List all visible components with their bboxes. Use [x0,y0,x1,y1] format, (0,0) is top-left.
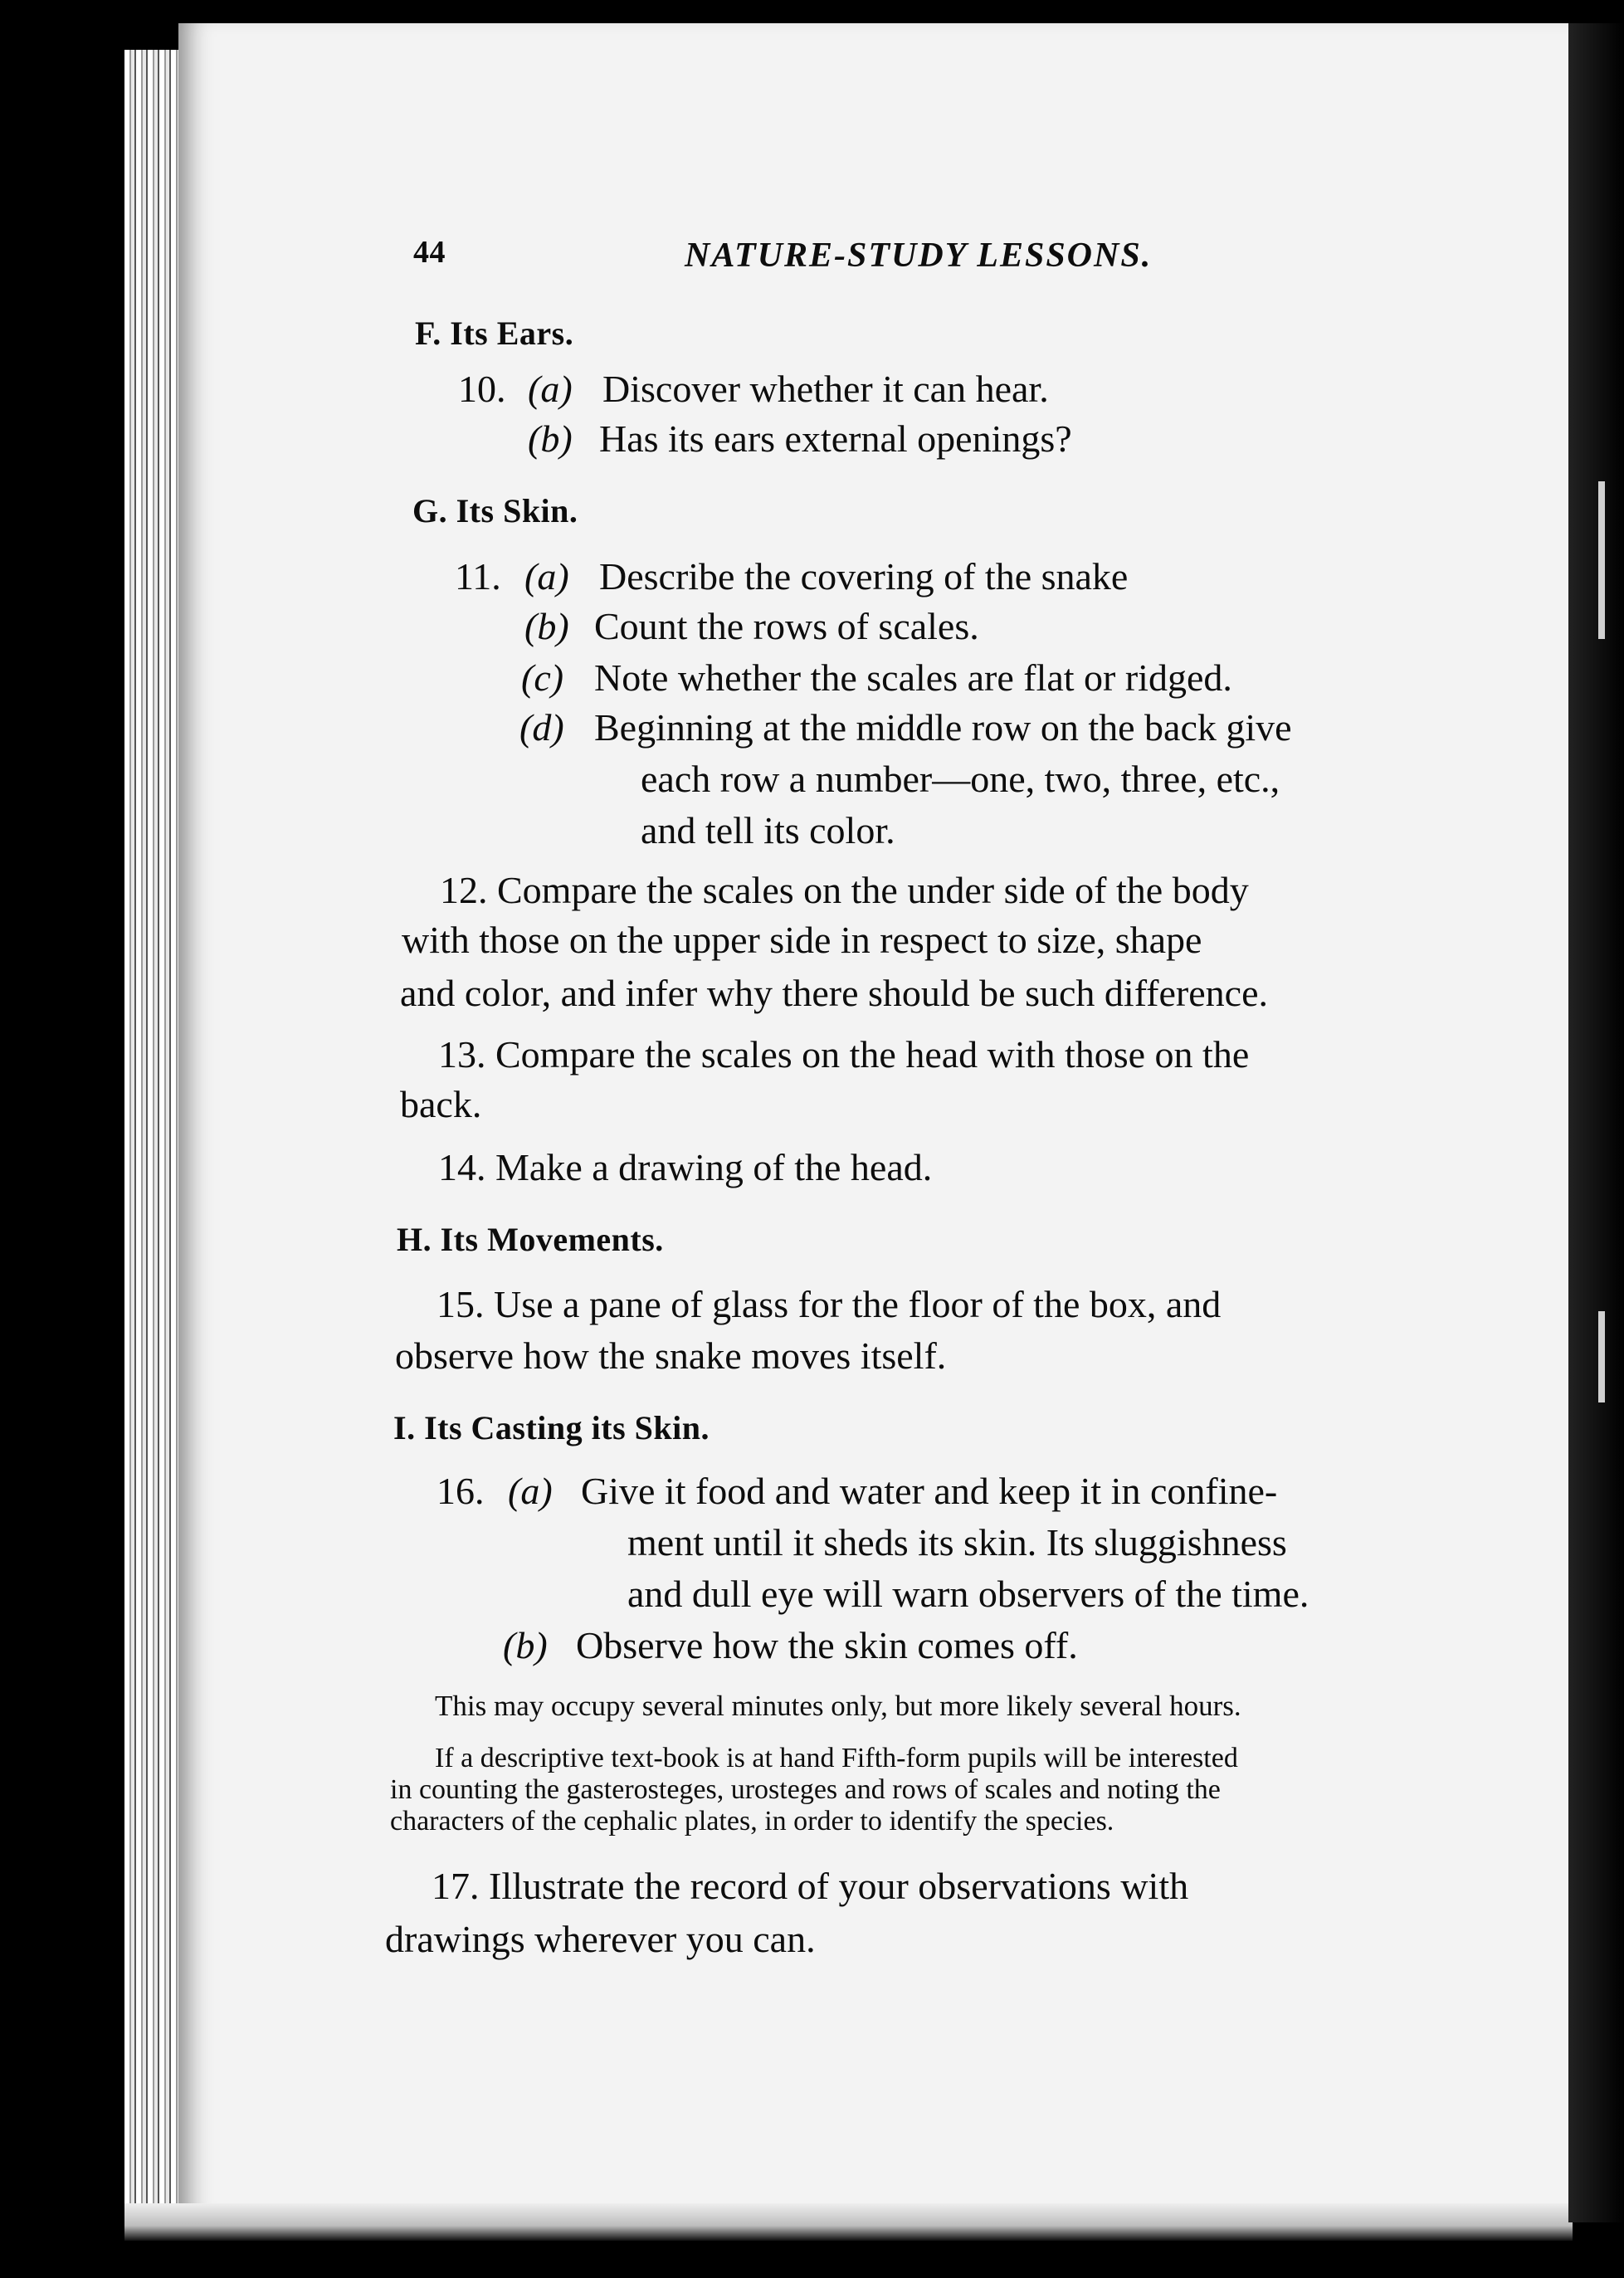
section-heading-f: F. Its Ears. [415,315,574,352]
item-text: Discover whether it can hear. [602,368,1049,410]
paragraph-line: observe how the snake moves itself. [395,1334,947,1377]
paragraph-line: 12. Compare the scales on the under side of the body [440,869,1249,911]
item-marker: (a) [528,368,573,410]
section-heading-i: I. Its Casting its Skin. [393,1409,710,1446]
paragraph-line: drawings wherever you can. [385,1918,816,1960]
edge-mark [1598,1311,1605,1402]
item-text-continued: and tell its color. [641,809,895,851]
item-text: Beginning at the middle row on the back give [594,706,1292,749]
item-text: Observe how the skin comes off. [576,1624,1078,1666]
right-binding-edge [1568,23,1624,2222]
item-text: Count the rows of scales. [594,605,979,647]
running-title: NATURE-STUDY LESSONS. [685,237,1153,275]
note-line: characters of the cephalic plates, in order to identify the species. [390,1806,1114,1837]
page-number: 44 [413,235,446,270]
item-marker: (b) [528,417,573,460]
item-text: Give it food and water and keep it in confine- [581,1470,1278,1512]
item-number: 10. [458,368,506,410]
item-text-continued: ment until it sheds its skin. Its sluggishness [627,1521,1287,1563]
note-line: This may occupy several minutes only, but more likely several hours. [435,1690,1241,1722]
item-text: Describe the covering of the snake [599,555,1129,598]
section-heading-g: G. Its Skin. [412,492,578,529]
item-marker: (a) [508,1470,553,1512]
item-marker: (c) [521,656,564,699]
paragraph-line: back. [400,1083,482,1125]
item-marker: (d) [519,706,564,749]
item-marker: (b) [503,1624,548,1666]
paragraph-line: 15. Use a pane of glass for the floor of the box, and [436,1283,1222,1325]
paragraph-line: 14. Make a drawing of the head. [438,1146,933,1188]
item-number: 11. [455,555,501,598]
item-number: 16. [436,1470,485,1512]
item-text-continued: and dull eye will warn observers of the time. [627,1573,1309,1615]
note-line: If a descriptive text-book is at hand Fifth-form pupils will be interested [435,1743,1238,1773]
paragraph-line: 17. Illustrate the record of your observations with [432,1865,1189,1907]
section-heading-h: H. Its Movements. [397,1221,664,1258]
item-text: Note whether the scales are flat or ridged. [594,656,1232,699]
paragraph-line: with those on the upper side in respect to size, shape [402,919,1202,961]
item-text-continued: each row a number—one, two, three, etc., [641,758,1280,800]
paragraph-line: 13. Compare the scales on the head with those on the [438,1033,1250,1076]
page-bottom-edge [124,2203,1573,2241]
paragraph-line: and color, and infer why there should be such difference. [400,972,1268,1014]
edge-mark [1598,481,1605,639]
item-marker: (b) [524,605,569,647]
item-marker: (a) [524,555,569,598]
item-text: Has its ears external openings? [599,417,1072,460]
note-line: in counting the gasterosteges, urosteges and rows of scales and noting the [390,1774,1221,1805]
